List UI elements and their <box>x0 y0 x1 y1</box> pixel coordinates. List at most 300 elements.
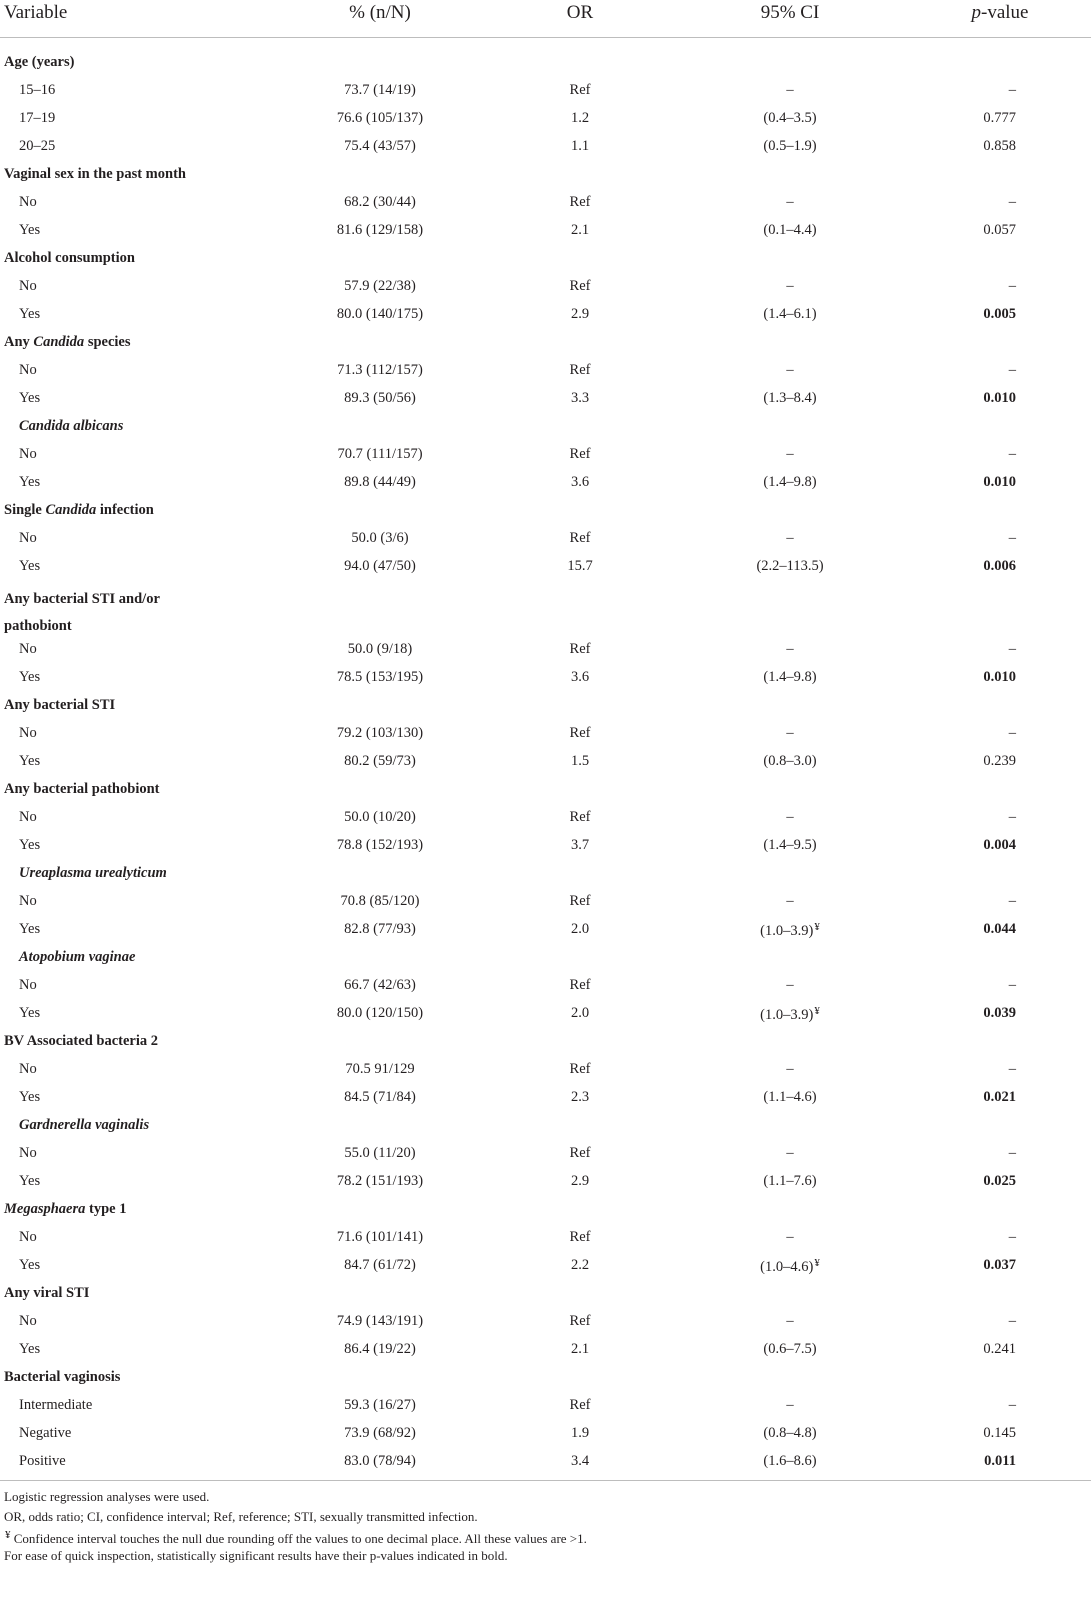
odds-ratio-cell-text: Ref <box>569 1061 591 1077</box>
level-label <box>19 138 55 155</box>
p-value-cell-text: – <box>1008 446 1016 462</box>
percent-cell-text: 79.2 (103/130) <box>336 725 424 741</box>
p-value-cell-text: 0.858 <box>983 138 1016 154</box>
category-label <box>4 781 160 798</box>
odds-ratio-cell-text: 2.0 <box>570 1005 590 1021</box>
category-label <box>4 1285 89 1302</box>
p-value-cell-text: 0.057 <box>983 222 1016 238</box>
p-value-cell <box>940 446 1060 463</box>
odds-ratio-cell <box>540 837 620 854</box>
category-label <box>19 1117 149 1134</box>
odds-ratio-cell <box>540 921 620 938</box>
level-label <box>19 558 40 575</box>
level-label <box>19 753 40 770</box>
level-label <box>19 82 55 99</box>
level-label <box>19 474 40 491</box>
category-label-part: Any viral STI <box>4 1285 90 1301</box>
ci-cell-text: (1.4–9.8) <box>763 474 817 490</box>
level-label-text: No <box>19 362 37 378</box>
p-value-cell <box>940 1145 1060 1162</box>
p-value-cell <box>940 194 1060 211</box>
odds-ratio-cell <box>540 641 620 658</box>
percent-cell <box>300 1341 460 1358</box>
ci-cell <box>700 837 880 854</box>
p-value-cell <box>940 1005 1060 1022</box>
p-value-cell <box>940 809 1060 826</box>
odds-ratio-cell-text: 1.2 <box>570 110 590 126</box>
level-label-text: Yes <box>19 558 41 574</box>
percent-cell-text: 89.8 (44/49) <box>344 474 416 490</box>
odds-ratio-cell <box>540 390 620 407</box>
ci-cell <box>700 977 880 994</box>
percent-cell <box>300 278 460 295</box>
percent-cell-text: 66.7 (42/63) <box>344 977 416 993</box>
percent-cell <box>300 809 460 826</box>
percent-cell-text: 70.5 91/129 <box>345 1061 415 1077</box>
table-row <box>0 357 1091 385</box>
footnote-abbreviations: OR, odds ratio; CI, confidence interval; Ref, reference; STI, sexually transmitted infection. <box>4 1508 478 1524</box>
yen-footnote-marker: ¥ <box>814 1257 820 1269</box>
table-row <box>0 748 1091 776</box>
odds-ratio-cell <box>540 278 620 295</box>
level-label <box>19 1257 40 1274</box>
ci-cell-text: – <box>786 530 794 546</box>
percent-cell-text: 57.9 (22/38) <box>344 278 416 294</box>
ci-cell-text: – <box>786 893 794 909</box>
odds-ratio-cell <box>540 1173 620 1190</box>
p-value-cell-text: – <box>1008 1061 1016 1077</box>
level-label <box>19 669 40 686</box>
level-label-text: Yes <box>19 1005 41 1021</box>
ci-cell <box>700 669 880 686</box>
percent-cell <box>300 446 460 463</box>
p-value-cell <box>940 558 1060 575</box>
category-label-part: Ureaplasma urealyticum <box>19 865 167 881</box>
percent-cell-text: 73.7 (14/19) <box>344 82 416 98</box>
table-row <box>0 301 1091 329</box>
p-value-cell <box>940 390 1060 407</box>
p-value-cell <box>940 362 1060 379</box>
odds-ratio-cell-text: Ref <box>569 1229 591 1245</box>
category-label <box>4 250 135 267</box>
odds-ratio-cell-text: 3.6 <box>570 669 590 685</box>
table-row <box>0 217 1091 245</box>
category-row <box>0 245 1091 273</box>
percent-cell-text: 50.0 (3/6) <box>351 530 409 546</box>
percent-cell <box>300 641 460 658</box>
ci-cell-text: (1.3–8.4) <box>763 390 817 406</box>
odds-ratio-cell-text: 15.7 <box>567 558 593 574</box>
category-label-part: BV Associated bacteria 2 <box>4 1033 158 1049</box>
table-row <box>0 189 1091 217</box>
odds-ratio-cell-text: Ref <box>569 194 591 210</box>
category-row <box>0 497 1091 525</box>
odds-ratio-cell <box>540 1397 620 1414</box>
odds-ratio-cell <box>540 1313 620 1330</box>
percent-cell-text: 55.0 (11/20) <box>344 1145 416 1161</box>
level-label <box>19 278 37 295</box>
level-label-text: 20–25 <box>19 138 56 154</box>
ci-cell-text: (1.1–4.6) <box>763 1089 817 1105</box>
header-ci: 95% CI <box>760 2 820 23</box>
ci-cell-text: (0.4–3.5) <box>763 110 817 126</box>
percent-cell <box>300 474 460 491</box>
level-label <box>19 1145 37 1162</box>
odds-ratio-cell-text: Ref <box>569 362 591 378</box>
ci-cell-text: (1.4–9.8) <box>763 669 817 685</box>
category-label-part: Gardnerella vaginalis <box>19 1117 150 1133</box>
ci-cell <box>700 753 880 770</box>
percent-cell-text: 73.9 (68/92) <box>344 1425 416 1441</box>
table-row <box>0 273 1091 301</box>
ci-cell <box>700 558 880 575</box>
table-row <box>0 77 1091 105</box>
percent-cell-text: 78.5 (153/195) <box>336 669 424 685</box>
level-label-text: No <box>19 278 37 294</box>
percent-cell-text: 94.0 (47/50) <box>344 558 416 574</box>
header-or: OR <box>566 2 594 23</box>
level-label <box>19 1397 92 1414</box>
p-value-cell-text: 0.006 <box>983 558 1016 574</box>
odds-ratio-cell-text: Ref <box>569 725 591 741</box>
ci-cell-text: – <box>786 641 794 657</box>
header-percent: % (n/N) <box>349 2 411 23</box>
p-value-cell-text: – <box>1008 641 1016 657</box>
odds-ratio-cell-text: Ref <box>569 1313 591 1329</box>
percent-cell <box>300 110 460 127</box>
level-label <box>19 641 37 658</box>
p-value-cell-text: 0.025 <box>983 1173 1016 1189</box>
odds-ratio-cell <box>540 1005 620 1022</box>
percent-cell-text: 80.0 (120/150) <box>336 1005 424 1021</box>
ci-cell <box>700 809 880 826</box>
ci-cell-text: – <box>786 725 794 741</box>
ci-cell-text: (0.1–4.4) <box>763 222 817 238</box>
odds-ratio-cell-text: 2.2 <box>570 1257 590 1273</box>
category-row <box>0 1028 1091 1056</box>
odds-ratio-cell-text: Ref <box>569 809 591 825</box>
p-value-cell <box>940 669 1060 686</box>
odds-ratio-cell <box>540 446 620 463</box>
percent-cell-text: 71.6 (101/141) <box>336 1229 424 1245</box>
category-label <box>4 502 154 519</box>
category-label <box>4 54 74 71</box>
percent-cell <box>300 1257 460 1274</box>
p-value-cell-text: – <box>1008 893 1016 909</box>
percent-cell <box>300 530 460 547</box>
category-label <box>19 865 167 882</box>
odds-ratio-cell <box>540 474 620 491</box>
category-row <box>0 49 1091 77</box>
odds-ratio-cell-text: 3.3 <box>570 390 590 406</box>
category-label-part: Any <box>4 334 34 350</box>
ci-cell <box>700 1145 880 1162</box>
level-label <box>19 306 40 323</box>
p-value-cell-text: – <box>1008 977 1016 993</box>
percent-cell <box>300 1453 460 1470</box>
level-label <box>19 921 40 938</box>
category-row <box>0 413 1091 441</box>
ci-cell-text: (1.0–3.9) <box>760 923 814 939</box>
level-label-text: Yes <box>19 669 41 685</box>
ci-cell <box>700 1397 880 1414</box>
level-label <box>19 837 40 854</box>
category-label <box>19 949 135 966</box>
level-label-text: Positive <box>19 1453 66 1469</box>
p-value-cell <box>940 837 1060 854</box>
category-label <box>4 166 186 183</box>
percent-cell-text: 50.0 (10/20) <box>344 809 416 825</box>
level-label-text: Yes <box>19 1341 41 1357</box>
header-variable: Variable <box>4 2 68 23</box>
category-label <box>19 418 123 435</box>
p-value-cell-text: 0.010 <box>983 390 1016 406</box>
ci-cell <box>700 893 880 910</box>
level-label <box>19 222 40 239</box>
odds-ratio-cell-text: 1.1 <box>570 138 590 154</box>
p-value-cell-text: 0.239 <box>983 753 1016 769</box>
ci-cell <box>700 1453 880 1470</box>
category-row <box>0 581 1091 636</box>
level-label-text: 17–19 <box>19 110 56 126</box>
odds-ratio-cell <box>540 1229 620 1246</box>
ci-cell <box>700 390 880 407</box>
p-value-cell <box>940 753 1060 770</box>
percent-cell <box>300 362 460 379</box>
level-label <box>19 977 37 994</box>
odds-ratio-cell <box>540 362 620 379</box>
level-label <box>19 725 37 742</box>
odds-ratio-cell <box>540 138 620 155</box>
level-label-text: No <box>19 977 37 993</box>
percent-cell <box>300 753 460 770</box>
ci-cell <box>700 1229 880 1246</box>
ci-cell <box>700 1257 880 1276</box>
percent-cell-text: 70.8 (85/120) <box>340 893 420 909</box>
p-value-cell-text: – <box>1008 278 1016 294</box>
percent-cell <box>300 1061 460 1078</box>
odds-ratio-cell-text: 3.6 <box>570 474 590 490</box>
percent-cell <box>300 82 460 99</box>
ci-cell <box>700 138 880 155</box>
header-p-value <box>940 2 1060 24</box>
percent-cell-text: 81.6 (129/158) <box>336 222 424 238</box>
category-label <box>4 334 131 351</box>
table-row <box>0 1140 1091 1168</box>
level-label <box>19 1313 37 1330</box>
level-label <box>19 1229 37 1246</box>
table-row <box>0 1084 1091 1112</box>
level-label-text: No <box>19 1313 37 1329</box>
p-value-cell-text: 0.011 <box>984 1453 1016 1469</box>
ci-cell <box>700 725 880 742</box>
p-value-cell <box>940 641 1060 658</box>
odds-ratio-cell <box>540 977 620 994</box>
p-value-cell-text: – <box>1008 1145 1016 1161</box>
p-value-cell-text: – <box>1008 1313 1016 1329</box>
category-label-part: Alcohol consumption <box>4 250 135 266</box>
percent-cell <box>300 1173 460 1190</box>
ci-cell <box>700 1425 880 1442</box>
p-value-cell-text: 0.004 <box>983 837 1016 853</box>
ci-cell <box>700 1173 880 1190</box>
percent-cell <box>300 390 460 407</box>
level-label <box>19 446 37 463</box>
ci-cell-text: – <box>786 1145 794 1161</box>
category-label-part: type 1 <box>85 1201 127 1217</box>
percent-cell-text: 86.4 (19/22) <box>344 1341 416 1357</box>
percent-cell <box>300 725 460 742</box>
level-label-text: Yes <box>19 1257 41 1273</box>
odds-ratio-cell-text: Ref <box>569 278 591 294</box>
level-label <box>19 1341 40 1358</box>
table-row <box>0 1252 1091 1280</box>
odds-ratio-cell <box>540 558 620 575</box>
odds-ratio-cell <box>540 82 620 99</box>
p-value-cell <box>940 1425 1060 1442</box>
table-row <box>0 133 1091 161</box>
category-label-part: Candida <box>45 502 97 518</box>
percent-cell-text: 78.8 (152/193) <box>336 837 424 853</box>
odds-ratio-cell-text: 2.3 <box>570 1089 590 1105</box>
category-row <box>0 692 1091 720</box>
p-value-cell-text: – <box>1008 1397 1016 1413</box>
percent-cell-text: 80.2 (59/73) <box>344 753 416 769</box>
level-label-text: No <box>19 725 37 741</box>
table-row <box>0 441 1091 469</box>
table-row <box>0 1056 1091 1084</box>
odds-ratio-cell <box>540 753 620 770</box>
ci-cell <box>700 446 880 463</box>
table-row <box>0 1448 1091 1476</box>
odds-ratio-cell <box>540 1061 620 1078</box>
table-row <box>0 972 1091 1000</box>
ci-cell-text: – <box>786 977 794 993</box>
percent-cell <box>300 1425 460 1442</box>
level-label <box>19 530 37 547</box>
ci-cell <box>700 222 880 239</box>
odds-ratio-cell <box>540 669 620 686</box>
category-row <box>0 161 1091 189</box>
ci-cell <box>700 362 880 379</box>
ci-cell-text: – <box>786 362 794 378</box>
level-label <box>19 110 55 127</box>
odds-ratio-cell-text: Ref <box>569 1145 591 1161</box>
category-label-part: infection <box>96 502 154 518</box>
odds-ratio-cell <box>540 809 620 826</box>
header-p-italic: p <box>971 2 981 23</box>
level-label-text: Yes <box>19 753 41 769</box>
odds-ratio-cell <box>540 222 620 239</box>
footnote-ci-text: Confidence interval touches the null due rounding off the values to one decimal place. All these values are >1. <box>13 1531 587 1546</box>
odds-ratio-cell-text: 2.1 <box>570 222 590 238</box>
p-value-cell <box>940 977 1060 994</box>
p-value-cell-text: 0.145 <box>983 1425 1016 1441</box>
level-label <box>19 1005 40 1022</box>
level-label-text: No <box>19 809 37 825</box>
category-label-part: Atopobium vaginae <box>19 949 136 965</box>
odds-ratio-cell <box>540 1145 620 1162</box>
footnote-bold-note: For ease of quick inspection, statistically significant results have their p-values indicated in bold. <box>4 1547 508 1563</box>
table-row <box>0 553 1091 581</box>
odds-ratio-cell-text: 2.9 <box>570 306 590 322</box>
ci-cell-text: (0.8–4.8) <box>763 1425 817 1441</box>
category-label-part: Single <box>4 502 46 518</box>
footnote-ci-note <box>4 1526 1091 1546</box>
p-value-cell-text: 0.005 <box>983 306 1016 322</box>
category-label-part: Any bacterial STI and/or pathobiont <box>4 591 160 634</box>
percent-cell <box>300 1229 460 1246</box>
p-value-cell-text: – <box>1008 82 1016 98</box>
ci-cell <box>700 1089 880 1106</box>
ci-cell-text: (1.0–4.6) <box>760 1259 814 1275</box>
percent-cell <box>300 893 460 910</box>
p-value-cell <box>940 82 1060 99</box>
ci-cell <box>700 1313 880 1330</box>
category-label-part: Candida <box>33 334 85 350</box>
odds-ratio-cell <box>540 530 620 547</box>
category-row <box>0 776 1091 804</box>
ci-cell <box>700 921 880 940</box>
percent-cell <box>300 1313 460 1330</box>
category-label <box>4 586 189 640</box>
level-label-text: Yes <box>19 222 41 238</box>
category-label-part: Any bacterial pathobiont <box>4 781 160 797</box>
category-row <box>0 944 1091 972</box>
table-footnotes <box>0 1480 1091 1565</box>
level-label-text: Yes <box>19 837 41 853</box>
p-value-cell-text: – <box>1008 725 1016 741</box>
ci-cell-text: (0.6–7.5) <box>763 1341 817 1357</box>
category-label-part: Megasphaera <box>4 1201 86 1217</box>
percent-cell-text: 70.7 (111/157) <box>337 446 423 462</box>
ci-cell-text: – <box>786 1397 794 1413</box>
p-value-cell <box>940 1313 1060 1330</box>
odds-ratio-cell <box>540 1425 620 1442</box>
odds-ratio-cell-text: 3.7 <box>570 837 590 853</box>
ci-cell <box>700 1341 880 1358</box>
level-label <box>19 362 37 379</box>
p-value-cell <box>940 222 1060 239</box>
ci-cell <box>700 110 880 127</box>
level-label <box>19 1173 40 1190</box>
ci-cell <box>700 306 880 323</box>
ci-cell-text: – <box>786 1229 794 1245</box>
odds-ratio-cell <box>540 893 620 910</box>
level-label-text: Yes <box>19 1173 41 1189</box>
table-row <box>0 1000 1091 1028</box>
odds-ratio-cell-text: Ref <box>569 1397 591 1413</box>
p-value-cell <box>940 725 1060 742</box>
category-row <box>0 329 1091 357</box>
ci-cell-text: (1.6–8.6) <box>763 1453 817 1469</box>
percent-cell-text: 78.2 (151/193) <box>336 1173 424 1189</box>
percent-cell <box>300 977 460 994</box>
odds-ratio-cell <box>540 194 620 211</box>
category-label-part: Candida albicans <box>19 418 124 434</box>
category-row <box>0 1364 1091 1392</box>
odds-ratio-cell-text: Ref <box>569 893 591 909</box>
percent-cell <box>300 1397 460 1414</box>
level-label <box>19 809 37 826</box>
percent-cell-text: 74.9 (143/191) <box>336 1313 424 1329</box>
category-label-part: Bacterial vaginosis <box>4 1369 121 1385</box>
ci-cell-text: (0.8–3.0) <box>763 753 817 769</box>
level-label <box>19 893 37 910</box>
level-label <box>19 390 40 407</box>
percent-cell <box>300 138 460 155</box>
ci-cell-text: (0.5–1.9) <box>763 138 817 154</box>
